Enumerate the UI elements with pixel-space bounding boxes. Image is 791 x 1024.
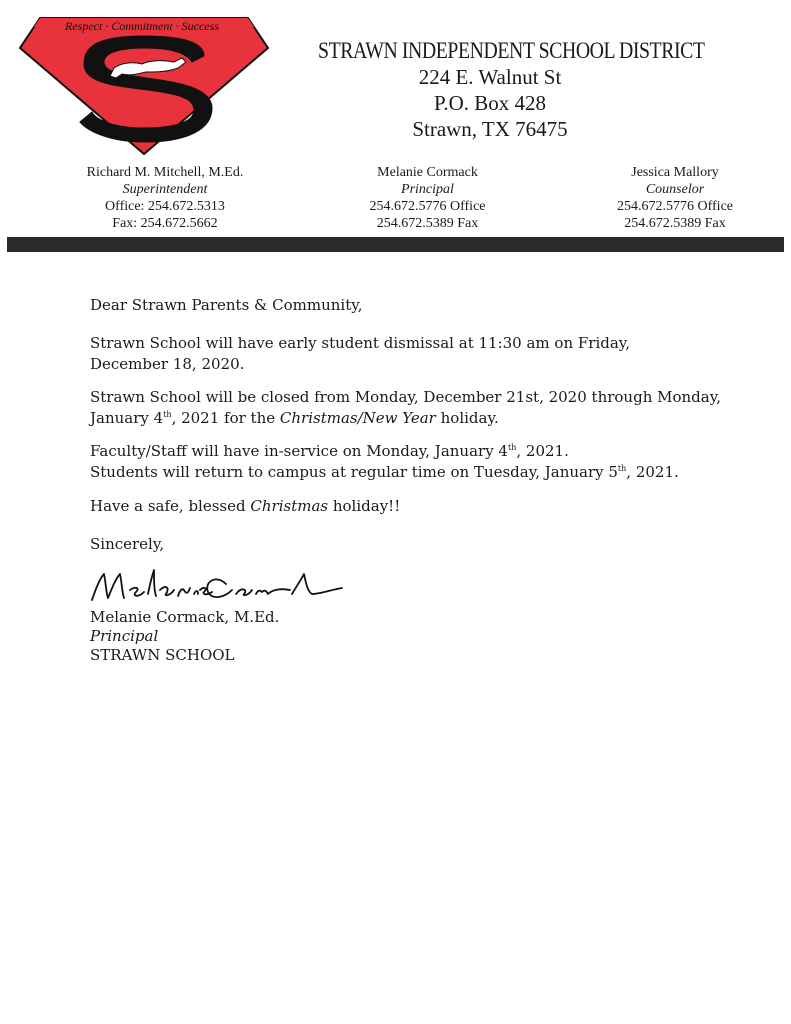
paragraph-text: Have a safe, blessed [90, 497, 251, 515]
district-header [290, 38, 705, 142]
signer-name: Melanie Cormack, M.Ed. [90, 608, 280, 626]
staff-name: Jessica Mallory [631, 165, 719, 180]
paragraph-text: holiday. [435, 409, 499, 427]
staff-title: Principal [401, 182, 454, 197]
letter-paragraph-closure [90, 387, 730, 429]
letter-paragraph-dismissal [90, 333, 650, 375]
staff-fax: 254.672.5389 Fax [624, 216, 726, 231]
staff-name: Melanie Cormack [377, 165, 478, 180]
district-name: STRAWN INDEPENDENT SCHOOL DISTRICT [318, 38, 705, 63]
paragraph-text: , 2021 for the [171, 409, 280, 427]
paragraph-text: Students will return to campus at regular time on Tuesday, January 5 [90, 463, 618, 481]
paragraph-text: holiday!! [328, 497, 401, 515]
ordinal-suffix: th [507, 443, 517, 452]
paragraph-text: , 2021. [626, 463, 679, 481]
ordinal-suffix: th [617, 464, 627, 473]
staff-superintendent [60, 164, 270, 232]
staff-principal [325, 164, 530, 232]
header-divider [7, 237, 784, 252]
signature-block [90, 608, 279, 665]
signer-title: Principal [90, 627, 159, 645]
valediction-text: Sincerely, [90, 535, 165, 553]
greeting-text: Dear Strawn Parents & Community, [90, 296, 363, 314]
staff-phone: Office: 254.672.5313 [105, 199, 225, 214]
paragraph-text: , 2021. [516, 442, 569, 460]
holiday-name: Christmas/New Year [279, 409, 436, 427]
letter-paragraph-inservice [90, 441, 730, 483]
district-address: 224 E. Walnut St [418, 65, 562, 89]
district-po-box: P.O. Box 428 [433, 91, 547, 115]
staff-phone: 254.672.5776 Office [617, 199, 733, 214]
letter-greeting [90, 295, 730, 316]
staff-title: Counselor [645, 182, 705, 197]
signer-school: STRAWN SCHOOL [90, 646, 235, 664]
staff-phone: 254.672.5776 Office [369, 199, 486, 214]
ordinal-suffix: th [163, 410, 172, 419]
letter-valediction [90, 534, 730, 555]
district-city: Strawn, TX 76475 [412, 117, 568, 141]
handwritten-signature [86, 560, 356, 610]
staff-fax: Fax: 254.672.5662 [112, 216, 218, 231]
staff-counselor [575, 164, 775, 232]
paragraph-text: Strawn School will have early student dismissal at 11:30 am on Friday, December 18, 2020. [90, 334, 631, 373]
holiday-name: Christmas [250, 497, 329, 515]
paragraph-text: Faculty/Staff will have in-service on Monday, January 4 [90, 442, 508, 460]
paragraph-text: Strawn School will be closed from Monday, December 21st, 2020 through Monday, January 4 [90, 388, 721, 427]
logo-motto: Respect · Commitment · Success [65, 19, 219, 33]
staff-name: Richard M. Mitchell, M.Ed. [86, 165, 244, 180]
staff-title: Superintendent [122, 182, 208, 197]
district-logo [18, 16, 270, 156]
letter-paragraph-wishes [90, 496, 730, 517]
staff-fax: 254.672.5389 Fax [376, 216, 479, 231]
